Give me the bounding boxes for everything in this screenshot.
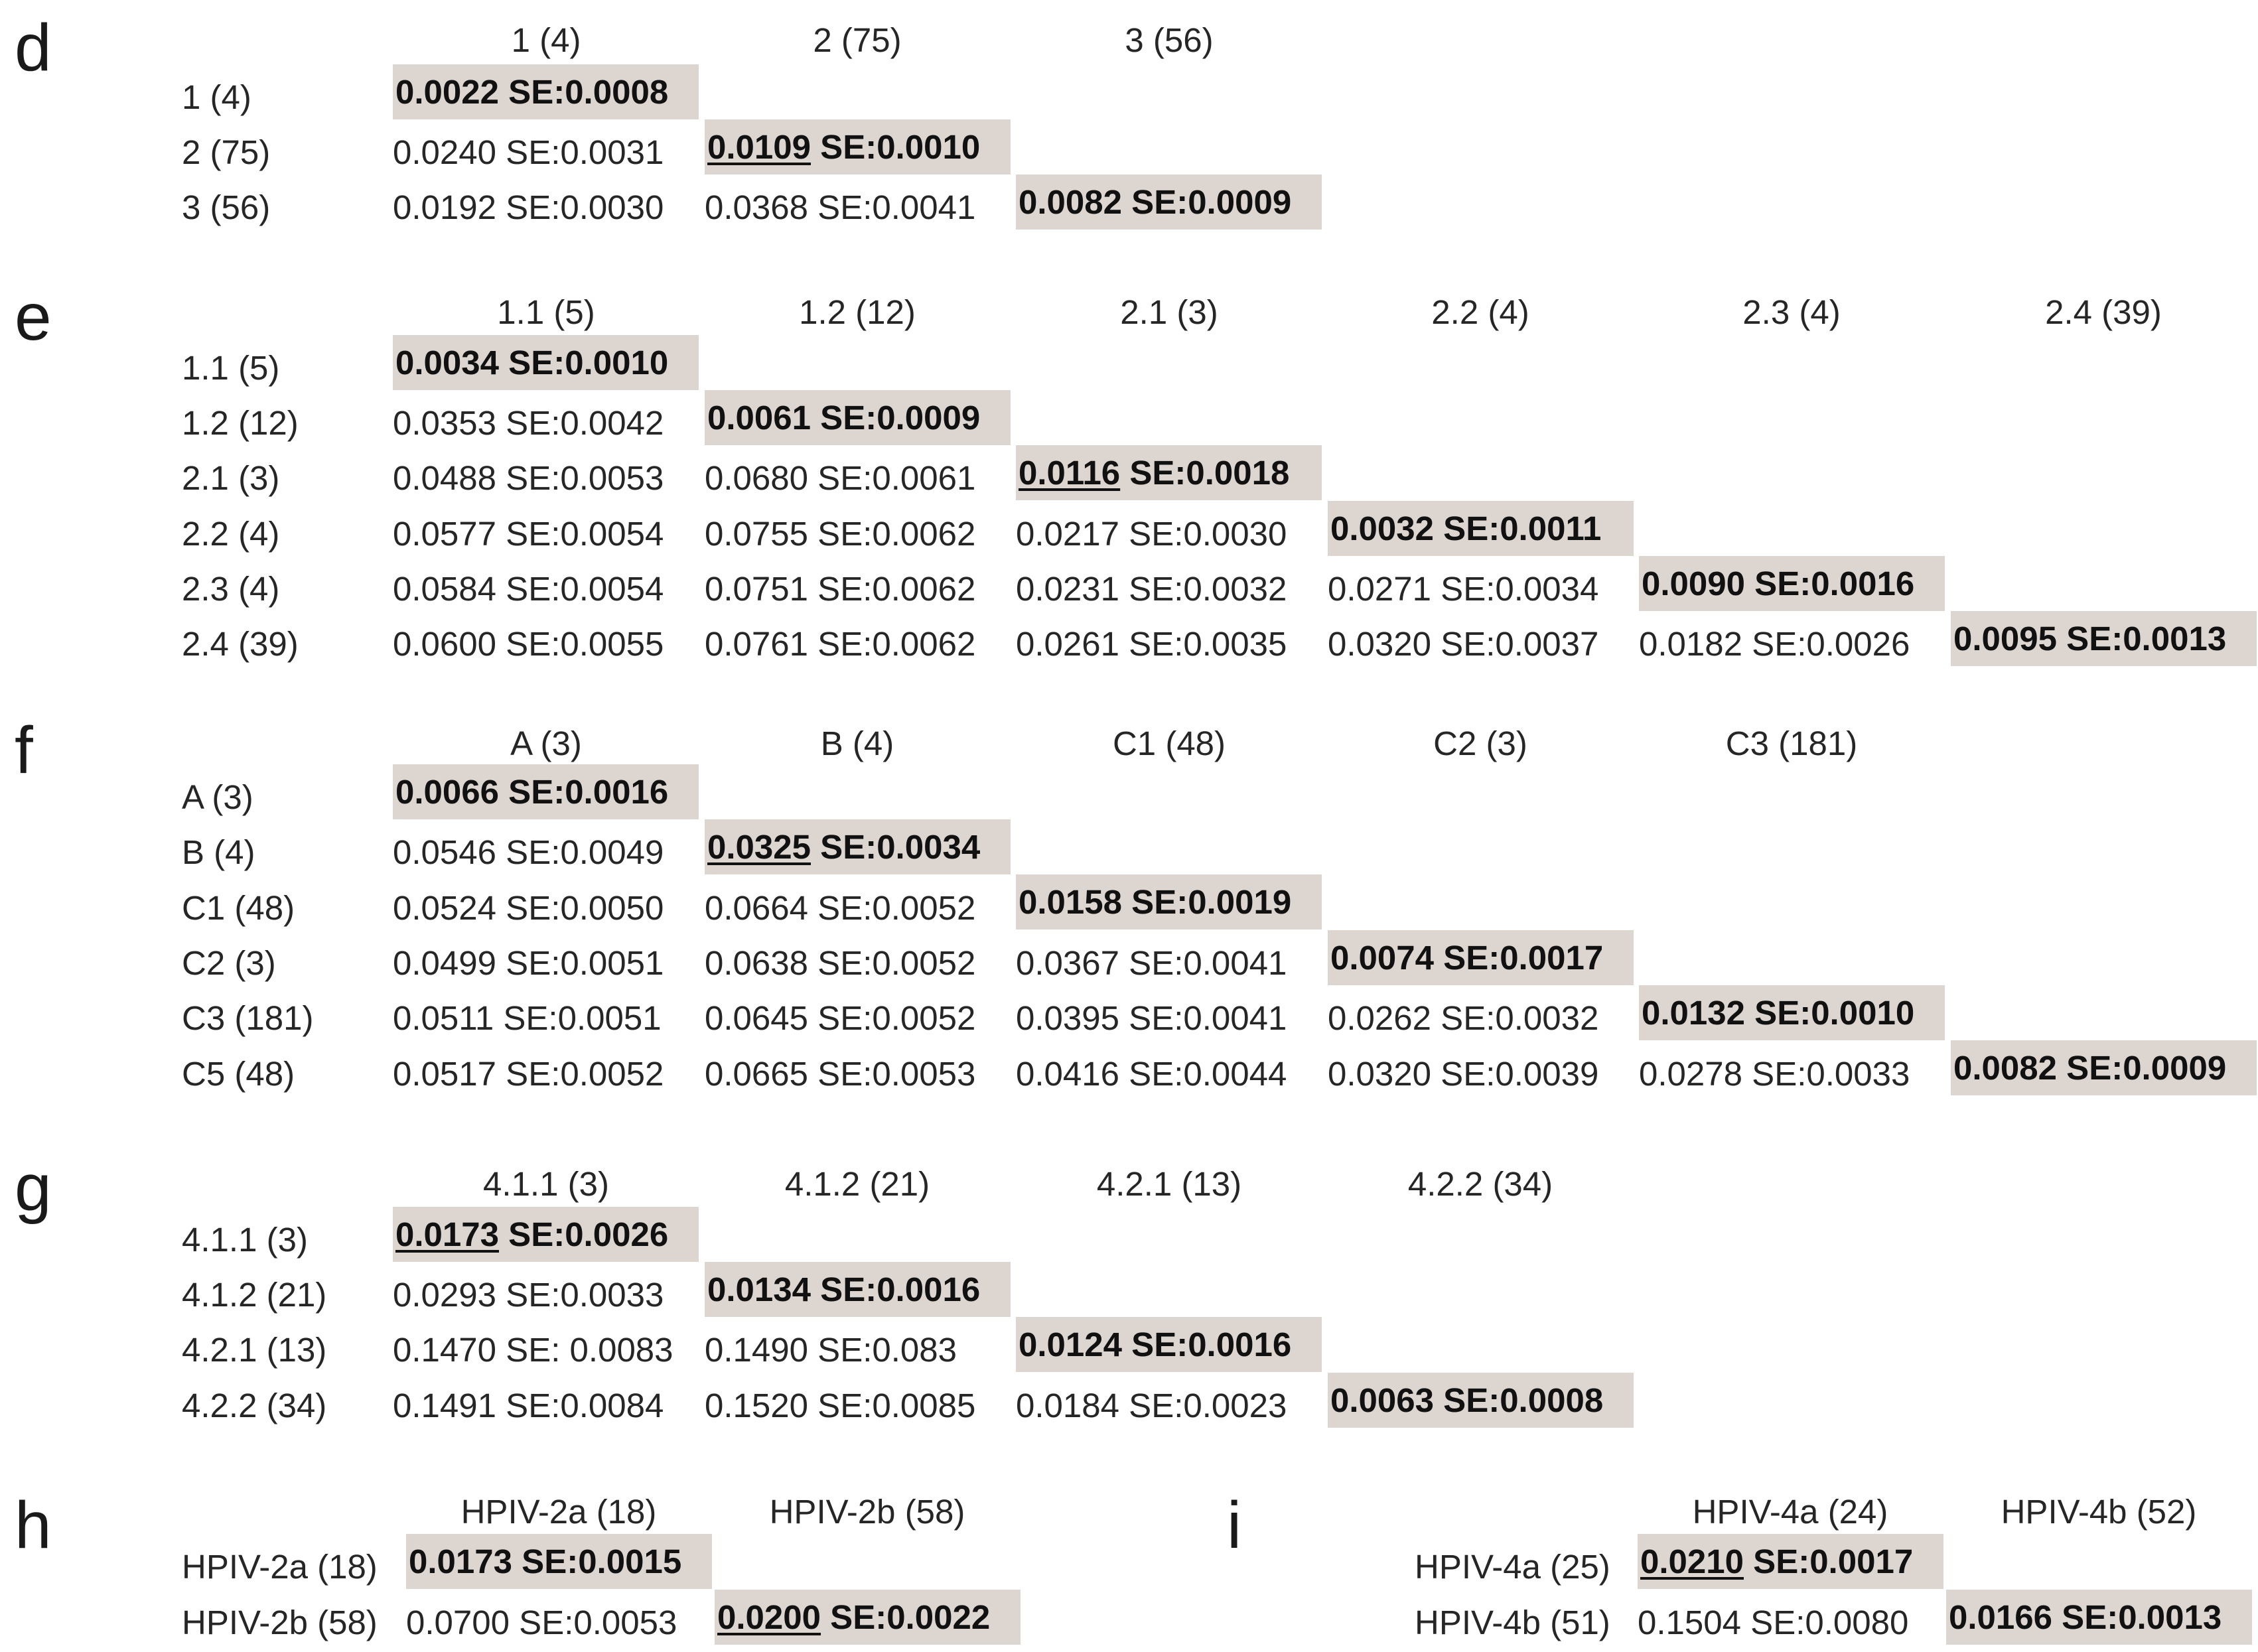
standard-error: SE:0.0010 [508, 344, 669, 381]
distance-value: 0.0184 [1016, 1387, 1119, 1424]
distance-cell [393, 1057, 664, 1091]
distance-value: 0.0132 [1642, 994, 1745, 1032]
distance-cell [393, 461, 664, 495]
distance-value: 0.0755 [705, 515, 808, 553]
standard-error: SE:0.0026 [508, 1215, 669, 1253]
distance-cell [705, 517, 975, 551]
distance-cell [393, 1001, 662, 1035]
row-header: 1.1 (5) [182, 349, 280, 387]
distance-value: 0.0124 [1019, 1326, 1122, 1363]
column-header: 2.2 (4) [1431, 293, 1529, 331]
distance-value: 0.0320 [1328, 1055, 1431, 1093]
standard-error: SE:0.0052 [506, 1055, 664, 1093]
distance-value: 0.0240 [393, 133, 496, 171]
diagonal-cell [1638, 1534, 1943, 1589]
distance-value: 0.1504 [1638, 1604, 1741, 1641]
diagonal-cell [1639, 556, 1945, 611]
column-header: 1 (4) [511, 21, 581, 59]
distance-cell [1016, 1389, 1287, 1422]
diagonal-cell [705, 390, 1011, 445]
distance-cell [705, 190, 975, 224]
row-header: HPIV-4a (25) [1415, 1548, 1610, 1586]
column-header: HPIV-4b (52) [2001, 1493, 2197, 1531]
diagonal-cell [715, 1590, 1021, 1645]
diagonal-cell [1951, 1040, 2257, 1095]
standard-error: SE:0.0009 [820, 399, 981, 437]
diagonal-cell [1639, 985, 1945, 1040]
distance-cell [393, 627, 664, 661]
row-header: 1.2 (12) [182, 404, 299, 442]
panel-letter: h [15, 1488, 52, 1562]
standard-error: SE:0.0009 [2066, 1049, 2227, 1087]
distance-value: 0.0262 [1328, 999, 1431, 1037]
standard-error: SE:0.0034 [820, 828, 981, 866]
distance-value: 0.0645 [705, 999, 808, 1037]
standard-error: SE:0.0010 [820, 128, 981, 166]
distance-cell [1328, 1057, 1598, 1091]
standard-error: SE:0.0013 [2066, 620, 2227, 657]
row-header: C5 (48) [182, 1055, 295, 1093]
standard-error: SE:0.0011 [1443, 510, 1602, 547]
standard-error: SE:0.0041 [1129, 999, 1287, 1037]
diagonal-cell [393, 764, 699, 819]
column-header: 4.2.1 (13) [1096, 1165, 1242, 1203]
diagonal-cell [406, 1534, 712, 1589]
distance-cell [1639, 627, 1910, 661]
standard-error: SE:0.0052 [817, 944, 976, 982]
standard-error: SE:0.0052 [817, 999, 976, 1037]
standard-error: SE:0.0041 [817, 188, 976, 226]
column-header: 4.2.2 (34) [1407, 1165, 1553, 1203]
diagonal-cell [1328, 930, 1634, 985]
diagonal-cell [393, 64, 699, 119]
standard-error: SE:0.0062 [817, 625, 976, 663]
standard-error: SE:0.0051 [503, 999, 662, 1037]
distance-value: 0.0664 [705, 889, 808, 927]
distance-value: 0.0320 [1328, 625, 1431, 663]
distance-value: 0.0173 [409, 1543, 512, 1580]
diagonal-cell [1328, 1373, 1634, 1428]
standard-error: SE:0.0016 [1131, 1326, 1292, 1363]
distance-value: 0.0090 [1642, 565, 1745, 602]
standard-error: SE:0.0052 [817, 889, 976, 927]
distance-value: 0.0182 [1639, 625, 1742, 663]
distance-value: 0.0173 [395, 1215, 499, 1253]
distance-value: 0.0082 [1019, 183, 1122, 221]
distance-cell [393, 1278, 664, 1312]
distance-value: 0.0761 [705, 625, 808, 663]
distance-value: 0.0095 [1953, 620, 2057, 657]
distance-cell [1328, 572, 1598, 606]
row-header: 2.4 (39) [182, 625, 299, 663]
distance-cell [393, 517, 664, 551]
standard-error: SE:0.0022 [830, 1598, 991, 1636]
standard-error: SE:0.0015 [522, 1543, 682, 1580]
distance-value: 0.0278 [1639, 1055, 1742, 1093]
standard-error: SE:0.0061 [817, 459, 976, 497]
distance-value: 0.0584 [393, 570, 496, 608]
distance-cell [1016, 1057, 1287, 1091]
column-header: 1.2 (12) [799, 293, 916, 331]
distance-value: 0.1520 [705, 1387, 808, 1424]
distance-cell [393, 1333, 673, 1367]
distance-cell [393, 835, 664, 869]
standard-error: SE:0.0051 [506, 944, 664, 982]
distance-value: 0.0511 [393, 999, 494, 1037]
row-header: HPIV-2a (18) [182, 1548, 378, 1586]
distance-cell [1016, 627, 1287, 661]
standard-error: SE:0.083 [817, 1331, 957, 1369]
standard-error: SE:0.0085 [817, 1387, 976, 1424]
standard-error: SE:0.0010 [1754, 994, 1915, 1032]
distance-value: 0.0638 [705, 944, 808, 982]
distance-value: 0.1470 [393, 1331, 496, 1369]
row-header: 2 (75) [182, 133, 271, 171]
row-header: A (3) [182, 778, 253, 816]
standard-error: SE:0.0053 [817, 1055, 976, 1093]
distance-value: 0.0517 [393, 1055, 496, 1093]
column-header: 2.4 (39) [2045, 293, 2162, 331]
panel-letter: e [15, 280, 52, 354]
standard-error: SE:0.0062 [817, 515, 976, 553]
standard-error: SE:0.0037 [1441, 625, 1599, 663]
standard-error: SE:0.0030 [506, 188, 664, 226]
standard-error: SE:0.0084 [506, 1387, 664, 1424]
distance-cell [705, 627, 975, 661]
column-header: HPIV-2b (58) [769, 1493, 965, 1531]
distance-cell [1639, 1057, 1910, 1091]
distance-value: 0.0210 [1640, 1543, 1744, 1580]
distance-cell [1328, 1001, 1598, 1035]
standard-error: SE:0.0017 [1753, 1543, 1914, 1580]
distance-value: 0.0600 [393, 625, 496, 663]
diagonal-cell [705, 119, 1011, 174]
row-header: C1 (48) [182, 889, 295, 927]
distance-value: 0.0032 [1330, 510, 1434, 547]
standard-error: SE:0.0044 [1129, 1055, 1287, 1093]
distance-value: 0.0166 [1949, 1598, 2052, 1636]
diagonal-cell [1951, 611, 2257, 666]
distance-value: 0.0192 [393, 188, 496, 226]
distance-value: 0.0074 [1330, 939, 1434, 977]
distance-cell [393, 190, 664, 224]
standard-error: SE:0.0033 [1752, 1055, 1910, 1093]
panel-letter: i [1227, 1488, 1242, 1562]
diagonal-cell [1016, 174, 1322, 230]
row-header: 1 (4) [182, 78, 251, 116]
distance-cell [705, 1057, 975, 1091]
distance-value: 0.0271 [1328, 570, 1431, 608]
standard-error: SE:0.0031 [506, 133, 664, 171]
distance-cell [1016, 517, 1287, 551]
distance-value: 0.0293 [393, 1276, 496, 1314]
standard-error: SE:0.0008 [1443, 1381, 1604, 1419]
standard-error: SE:0.0050 [506, 889, 664, 927]
standard-error: SE:0.0039 [1441, 1055, 1599, 1093]
column-header: C1 (48) [1112, 724, 1226, 762]
distance-cell [705, 461, 975, 495]
diagonal-cell [1328, 501, 1634, 556]
panel-letter: d [15, 11, 52, 85]
distance-cell [705, 891, 975, 925]
distance-cell [393, 891, 664, 925]
distance-value: 0.0034 [395, 344, 499, 381]
column-header: 4.1.1 (3) [483, 1165, 609, 1203]
standard-error: SE:0.0032 [1129, 570, 1287, 608]
standard-error: SE:0.0019 [1131, 883, 1292, 921]
distance-value: 0.0082 [1953, 1049, 2057, 1087]
distance-cell [705, 1389, 975, 1422]
distance-value: 0.0325 [707, 828, 811, 866]
distance-cell [1016, 572, 1287, 606]
standard-error: SE:0.0008 [508, 73, 669, 111]
distance-value: 0.0200 [717, 1598, 821, 1636]
row-header: 4.2.1 (13) [182, 1331, 327, 1369]
column-header: 2.1 (3) [1120, 293, 1218, 331]
column-header: 1.1 (5) [497, 293, 595, 331]
column-header: 2 (75) [813, 21, 902, 59]
row-header: B (4) [182, 833, 255, 871]
distance-value: 0.0063 [1330, 1381, 1434, 1419]
row-header: 2.3 (4) [182, 570, 280, 608]
standard-error: SE:0.0009 [1131, 183, 1292, 221]
distance-cell [705, 1333, 957, 1367]
distance-cell [705, 946, 975, 980]
column-header: 3 (56) [1125, 21, 1214, 59]
row-header: 3 (56) [182, 188, 271, 226]
distance-cell [393, 1389, 664, 1422]
standard-error: SE:0.0054 [506, 515, 664, 553]
standard-error: SE:0.0013 [2062, 1598, 2222, 1636]
distance-cell [393, 572, 664, 606]
diagonal-cell [1016, 445, 1322, 500]
standard-error: SE:0.0016 [1754, 565, 1915, 602]
distance-cell [1638, 1606, 1908, 1639]
distance-value: 0.0134 [707, 1271, 811, 1308]
standard-error: SE:0.0053 [519, 1604, 677, 1641]
distance-value: 0.0751 [705, 570, 808, 608]
panel-letter: f [15, 713, 33, 788]
distance-value: 0.0524 [393, 889, 496, 927]
column-header: HPIV-2a (18) [460, 1493, 657, 1531]
distance-value: 0.0700 [406, 1604, 510, 1641]
row-header: HPIV-4b (51) [1415, 1604, 1610, 1641]
row-header: C2 (3) [182, 944, 276, 982]
distance-value: 0.0368 [705, 188, 808, 226]
row-header: 2.2 (4) [182, 515, 280, 553]
column-header: C2 (3) [1433, 724, 1527, 762]
column-header: 4.1.2 (21) [784, 1165, 930, 1203]
distance-value: 0.0353 [393, 404, 496, 442]
standard-error: SE:0.0035 [1129, 625, 1287, 663]
standard-error: SE:0.0054 [506, 570, 664, 608]
row-header: 4.2.2 (34) [182, 1387, 327, 1424]
standard-error: SE:0.0016 [820, 1271, 981, 1308]
diagonal-cell [1016, 874, 1322, 929]
distance-value: 0.0546 [393, 833, 496, 871]
diagonal-cell [705, 1262, 1011, 1317]
standard-error: SE:0.0080 [1750, 1604, 1909, 1641]
distance-cell [393, 406, 664, 440]
standard-error: SE:0.0033 [506, 1276, 664, 1314]
row-header: 4.1.2 (21) [182, 1276, 327, 1314]
distance-value: 0.0109 [707, 128, 811, 166]
distance-cell [1016, 946, 1287, 980]
standard-error: SE:0.0055 [506, 625, 664, 663]
standard-error: SE:0.0032 [1441, 999, 1599, 1037]
distance-value: 0.0261 [1016, 625, 1119, 663]
distance-cell [393, 946, 664, 980]
distance-value: 0.0577 [393, 515, 496, 553]
distance-value: 0.0116 [1019, 454, 1121, 492]
standard-error: SE:0.0062 [817, 570, 976, 608]
distance-value: 0.0066 [395, 773, 499, 811]
row-header: C3 (181) [182, 999, 314, 1037]
distance-value: 0.1491 [393, 1387, 496, 1424]
standard-error: SE:0.0017 [1443, 939, 1604, 977]
distance-value: 0.1490 [705, 1331, 808, 1369]
standard-error: SE:0.0018 [1129, 454, 1290, 492]
distance-value: 0.0217 [1016, 515, 1119, 553]
distance-value: 0.0488 [393, 459, 496, 497]
row-header: 4.1.1 (3) [182, 1221, 308, 1259]
row-header: HPIV-2b (58) [182, 1604, 378, 1641]
standard-error: SE:0.0023 [1129, 1387, 1287, 1424]
diagonal-cell [1946, 1590, 2252, 1645]
distance-value: 0.0158 [1019, 883, 1122, 921]
diagonal-cell [705, 819, 1011, 874]
distance-cell [406, 1606, 677, 1639]
standard-error: SE:0.0034 [1441, 570, 1599, 608]
standard-error: SE:0.0053 [506, 459, 664, 497]
distance-cell [1328, 627, 1598, 661]
standard-error: SE:0.0030 [1129, 515, 1287, 553]
distance-value: 0.0061 [707, 399, 811, 437]
distance-cell [705, 1001, 975, 1035]
diagonal-cell [1016, 1317, 1322, 1372]
distance-value: 0.0022 [395, 73, 499, 111]
panel-letter: g [15, 1150, 52, 1225]
distance-cell [705, 572, 975, 606]
column-header: 2.3 (4) [1742, 293, 1841, 331]
distance-value: 0.0416 [1016, 1055, 1119, 1093]
standard-error: SE: 0.0083 [506, 1331, 673, 1369]
column-header: B (4) [820, 724, 894, 762]
row-header: 2.1 (3) [182, 459, 280, 497]
diagonal-cell [393, 335, 699, 390]
column-header: C3 (181) [1725, 724, 1858, 762]
column-header: A (3) [510, 724, 582, 762]
distance-value: 0.0367 [1016, 944, 1119, 982]
standard-error: SE:0.0042 [506, 404, 664, 442]
column-header: HPIV-4a (24) [1692, 1493, 1888, 1531]
standard-error: SE:0.0026 [1752, 625, 1910, 663]
distance-value: 0.0665 [705, 1055, 808, 1093]
standard-error: SE:0.0041 [1129, 944, 1287, 982]
distance-value: 0.0680 [705, 459, 808, 497]
diagonal-cell [393, 1207, 699, 1262]
distance-cell [1016, 1001, 1287, 1035]
standard-error: SE:0.0016 [508, 773, 669, 811]
standard-error: SE:0.0049 [506, 833, 664, 871]
distance-value: 0.0395 [1016, 999, 1119, 1037]
distance-value: 0.0231 [1016, 570, 1119, 608]
distance-value: 0.0499 [393, 944, 496, 982]
distance-cell [393, 135, 664, 169]
